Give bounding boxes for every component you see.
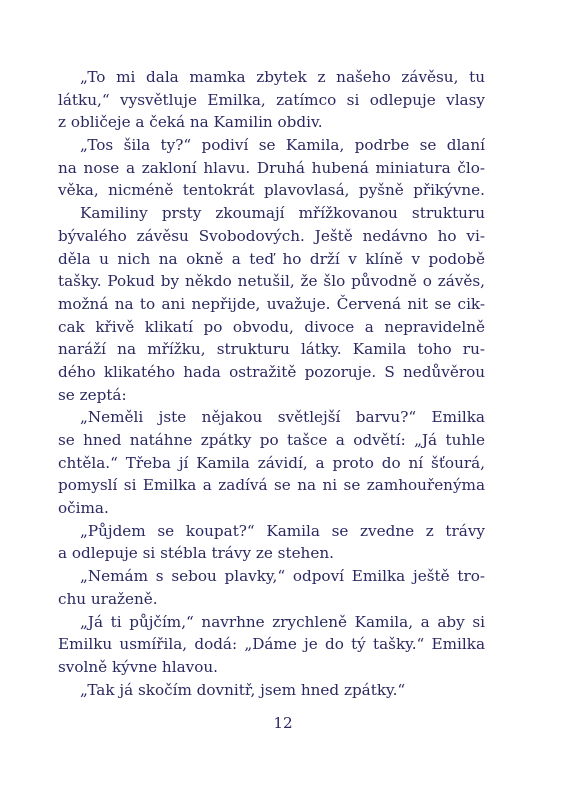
text-line: se zeptá: xyxy=(58,385,127,404)
text-line: a odlepuje si stébla trávy ze stehen. xyxy=(58,544,334,563)
text-line: chu uraženě. xyxy=(58,589,158,608)
text-line: „Neměli jste nějakou světlejší barvu?“ Emilka xyxy=(80,408,485,427)
text-line: pomyslí si Emilka a zadívá se na ni se zamhouřenýma xyxy=(58,476,485,495)
text-line: z obličeje a čeká na Kamilin obdiv. xyxy=(58,113,323,132)
text-line: „Tos šila ty?“ podiví se Kamila, podrbe se dlaní xyxy=(80,136,485,155)
text-line: se hned natáhne zpátky po tašce a odvětí: „Já tuhle xyxy=(58,431,485,449)
text-line: děla u nich na okně a teď ho drží v klíně v podobě xyxy=(58,249,485,268)
body-text xyxy=(58,66,485,701)
text-line: věka, nicméně tentokrát plavovlasá, pyšně přikývne. xyxy=(58,181,485,200)
text-line: svolně kývne hlavou. xyxy=(58,657,218,676)
text-line: „Půjdem se koupat?“ Kamila se zvedne z trávy xyxy=(80,521,485,540)
text-line: Emilku usmířila, dodá: „Dáme je do tý tašky.“ Emilka xyxy=(58,635,485,654)
text-line: „Tak já skočím dovnitř, jsem hned zpátky.“ xyxy=(80,680,406,699)
text-line: možná na to ani nepřijde, uvažuje. Červená nit se cik- xyxy=(58,294,485,313)
text-line: na nose a zakloní hlavu. Druhá hubená miniatura člo- xyxy=(58,158,485,177)
text-line: naráží na mřížku, strukturu látky. Kamila toho ru- xyxy=(58,340,485,359)
text-line: tašky. Pokud by někdo netušil, že šlo původně o závěs, xyxy=(58,272,485,291)
text-line: „Nemám s sebou plavky,“ odpoví Emilka ještě tro- xyxy=(80,567,485,586)
text-line: „Já ti půjčím,“ navrhne zrychleně Kamila, a aby si xyxy=(80,612,485,631)
text-line: chtěla.“ Třeba jí Kamila závidí, a proto do ní šťourá, xyxy=(58,453,485,472)
text-line: látku,“ vysvětluje Emilka, zatímco si odlepuje vlasy xyxy=(58,90,485,109)
page-number: 12 xyxy=(273,714,293,732)
text-line: „To mi dala mamka zbytek z našeho závěsu, tu xyxy=(80,68,485,86)
text-line: bývalého závěsu Svobodových. Ještě nedávno ho vi- xyxy=(58,226,485,245)
text-line: dého klikatého hada ostražitě pozoruje. S nedůvěrou xyxy=(58,362,485,381)
text-line: cak křivě klikatí po obvodu, divoce a nepravidelně xyxy=(58,317,485,336)
text-line: Kamiliny prsty zkoumají mřížkovanou strukturu xyxy=(80,204,485,223)
text-line: očima. xyxy=(58,499,109,518)
